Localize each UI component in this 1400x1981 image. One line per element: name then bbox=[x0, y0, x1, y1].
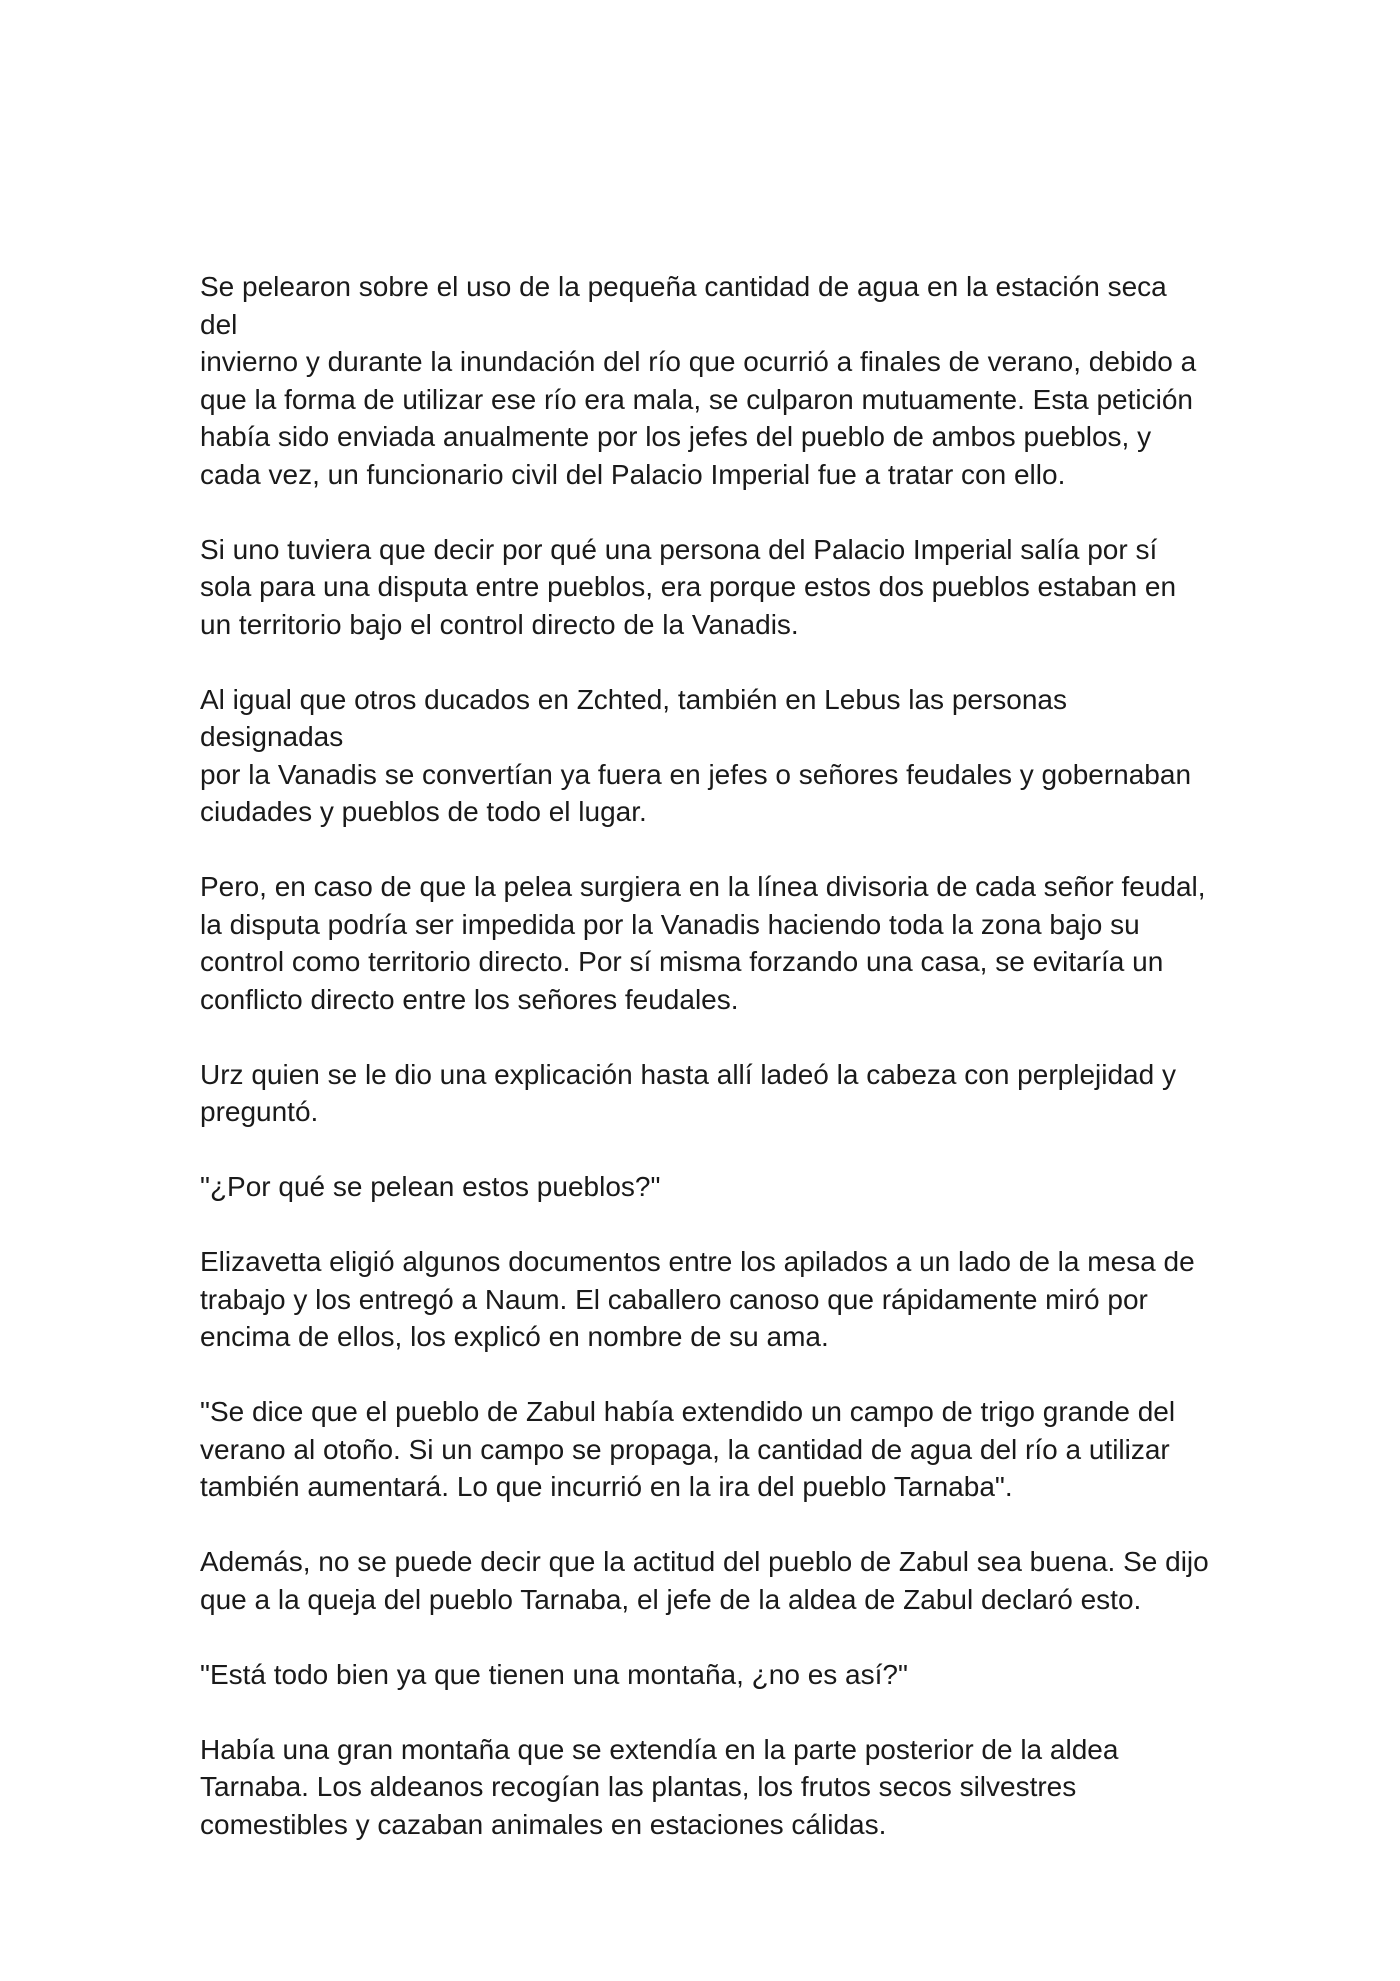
paragraph: Elizavetta eligió algunos documentos entre los apilados a un lado de la mesa de trabajo y los entregó a Naum. El caballero canoso que rápidamente miró por encima de ellos, los explicó en nombre de su ama. bbox=[200, 1246, 1195, 1352]
paragraph: Además, no se puede decir que la actitud del pueblo de Zabul sea buena. Se dijo que a la queja del pueblo Tarnaba, el jefe de la aldea de Zabul declaró esto. bbox=[200, 1546, 1209, 1615]
dialogue-paragraph: "Se dice que el pueblo de Zabul había extendido un campo de trigo grande del verano al otoño. Si un campo se propaga, la cantidad de agua del río a utilizar también aumentará. Lo que incurrió en la ira del pueblo Tarnaba". bbox=[200, 1396, 1176, 1502]
paragraph: Se pelearon sobre el uso de la pequeña cantidad de agua en la estación seca del invierno y durante la inundación del río que ocurrió a finales de verano, debido a que la forma de utilizar ese río era mala, se culparon mutuamente. Esta petición había sido enviada anualmente por los jefes del pueblo de ambos pueblos, y cada vez, un funcionario civil del Palacio Imperial fue a tratar con ello. bbox=[200, 271, 1197, 490]
paragraph: Al igual que otros ducados en Zchted, también en Lebus las personas designadas por la Vanadis se convertían ya fuera en jefes o señores feudales y gobernaban ciudades y pueblos de todo el lugar. bbox=[200, 683, 1192, 827]
dialogue-line: "Está todo bien ya que tienen una montaña, ¿no es así?" bbox=[200, 1658, 908, 1690]
document-body bbox=[200, 268, 1210, 1843]
paragraph: Si uno tuviera que decir por qué una persona del Palacio Imperial salía por sí sola para una disputa entre pueblos, era porque estos dos pueblos estaban en un territorio bajo el control directo de la Vanadis. bbox=[200, 533, 1177, 640]
paragraph: Había una gran montaña que se extendía en la parte posterior de la aldea Tarnaba. Los aldeanos recogían las plantas, los frutos secos silvestres comestibles y cazaban animales en estaciones cálidas. bbox=[200, 1733, 1119, 1840]
paragraph: Pero, en caso de que la pelea surgiera en la línea divisoria de cada señor feudal, la disputa podría ser impedida por la Vanadis haciendo toda la zona bajo su control como territorio directo. Por sí misma forzando una casa, se evitaría un conflicto directo entre los señores feudales. bbox=[200, 871, 1206, 1015]
dialogue-line: "¿Por qué se pelean estos pueblos?" bbox=[200, 1171, 661, 1202]
paragraph: Urz quien se le dio una explicación hasta allí ladeó la cabeza con perplejidad y preguntó. bbox=[200, 1058, 1176, 1127]
